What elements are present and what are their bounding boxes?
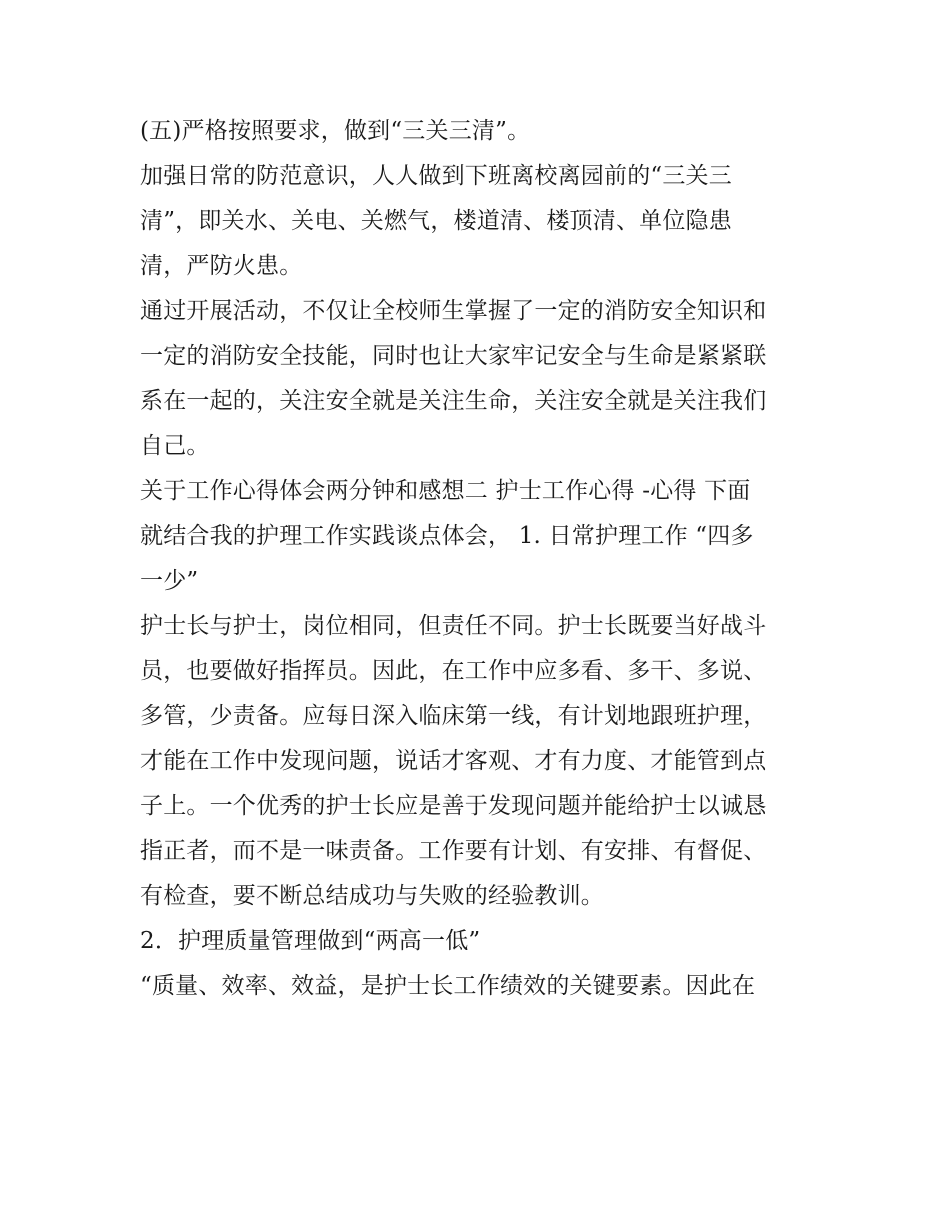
- text-line: 关于工作心得体会两分钟和感想二 护士工作心得 -心得 下面: [140, 478, 751, 504]
- text-line: “质量、效率、效益，是护士长工作绩效的关键要素。因此在: [140, 973, 756, 999]
- text-line: 一少”: [140, 568, 199, 594]
- text-line: 系在一起的，关注安全就是关注生命，关注安全就是关注我们: [140, 388, 767, 414]
- text-line: 子上。一个优秀的护士长应是善于发现问题并能给护士以诚恳: [140, 793, 767, 819]
- text-line: 指正者，而不是一味责备。工作要有计划、有安排、有督促、: [140, 838, 767, 864]
- text-line: 2．护理质量管理做到“两高一低”: [140, 928, 481, 954]
- text-line: 清”，即关水、关电、关燃气，楼道清、楼顶清、单位隐患: [140, 208, 732, 234]
- text-line: 清，严防火患。: [140, 253, 303, 279]
- text-line: 员，也要做好指挥员。因此，在工作中应多看、多干、多说、: [140, 658, 767, 684]
- text-line: 护士长与护士，岗位相同，但责任不同。护士长既要当好战斗: [140, 613, 767, 639]
- text-line: 多管，少责备。应每日深入临床第一线，有计划地跟班护理，: [140, 703, 767, 729]
- document-body: [140, 109, 815, 1009]
- text-line: 才能在工作中发现问题，说话才客观、才有力度、才能管到点: [140, 748, 767, 774]
- text-line: 自己。: [140, 433, 210, 459]
- text-line: 通过开展活动，不仅让全校师生掌握了一定的消防安全知识和: [140, 298, 767, 324]
- text-line: 一定的消防安全技能，同时也让大家牢记安全与生命是紧紧联: [140, 343, 767, 369]
- text-line: 有检查，要不断总结成功与失败的经验教训。: [140, 883, 604, 909]
- text-line: 就结合我的护理工作实践谈点体会， 1. 日常护理工作 “四多: [140, 523, 754, 549]
- text-line: (五)严格按照要求，做到“三关三清”。: [140, 118, 531, 144]
- text-line: 加强日常的防范意识，人人做到下班离校离园前的“三关三: [140, 163, 732, 189]
